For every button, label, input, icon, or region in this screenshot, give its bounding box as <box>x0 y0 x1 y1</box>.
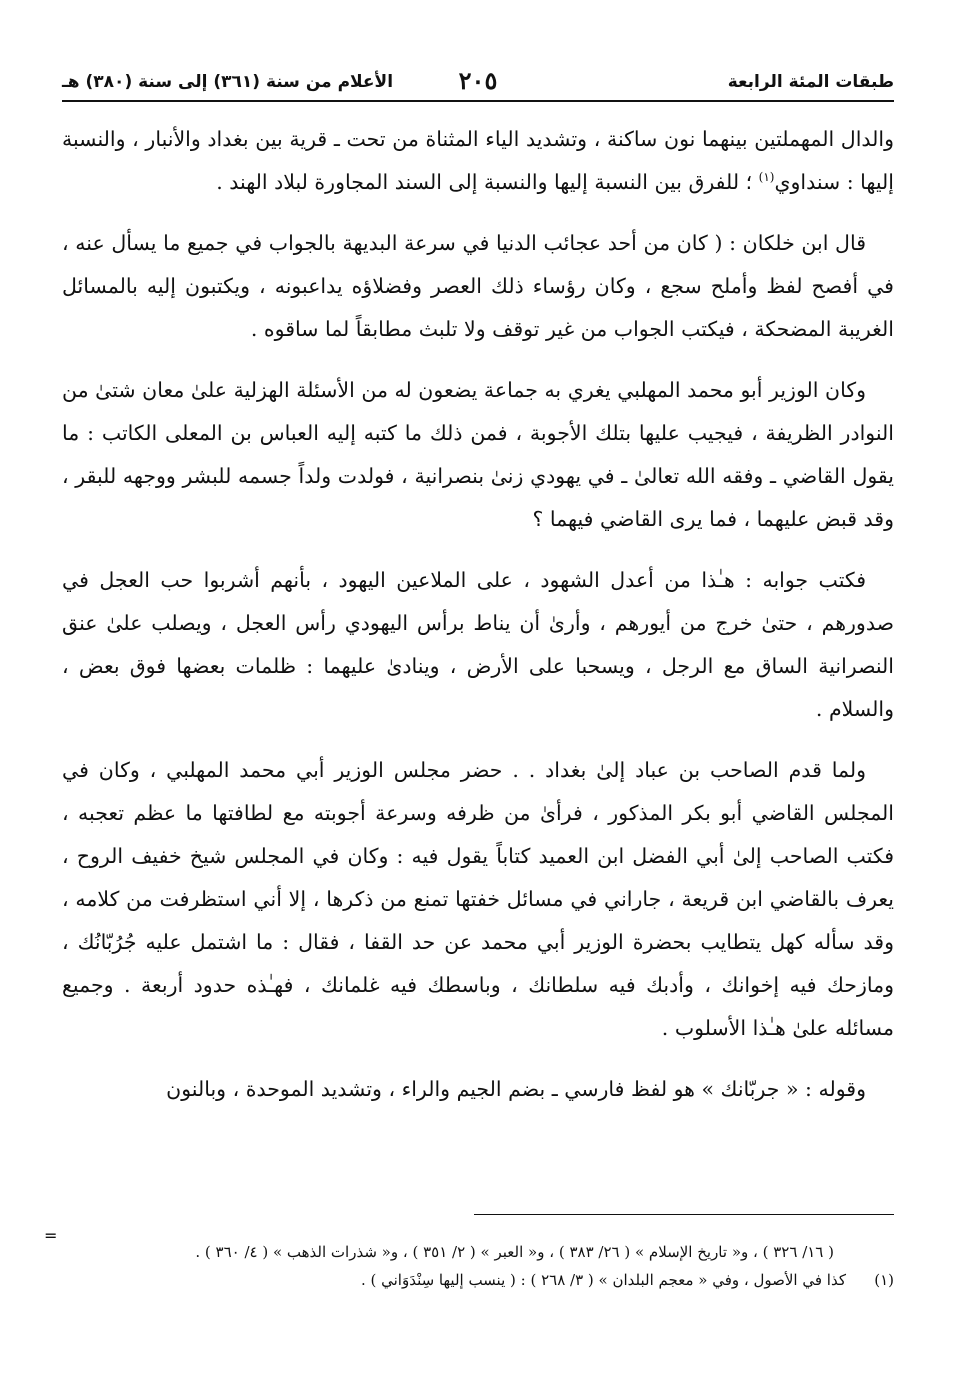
paragraph: وقوله : « جربّانك » هو لفظ فارسي ـ بضم الجيم والراء ، وتشديد الموحدة ، وبالنون <box>166 1077 866 1101</box>
footnote-divider <box>474 1214 894 1215</box>
paragraph-text: والدال المهملتين بينهما نون ساكنة ، وتشديد الياء المثناة من تحت ـ قرية بين بغداد والأنبار ، والنسبة إليها : سنداوي <box>62 127 894 194</box>
paragraph: فكتب جوابه : هـٰذا من أعدل الشهود ، على الملاعين اليهود ، بأنهم أشربوا حب العجل في صدورهم ، حتىٰ خرج من أيورهم ، وأرىٰ أن يناط برأس اليهودي رأس العجل ، ويصلب علىٰ عنق النصرانية الساق مع الرجل ، ويسحبا على الأرض ، وينادىٰ عليهما : ظلمات بعضها فوق بعض ، والسلام . <box>62 568 894 721</box>
header-section-title: طبقات المئة الرابعة <box>727 72 894 92</box>
paragraph: قال ابن خلكان : ( كان من أحد عجائب الدنيا في سرعة البديهة بالجواب في جميع ما يسأل عنه ، في أفصح لفظ وأملح سجع ، وكان رؤساء ذلك العصر وفضلاؤه يداعبونه ، ويكتبون إليه بالمسائل الغريبة المضحكة ، فيكتب الجواب من غير توقف ولا تلبث مطابقاً لما ساقوه . <box>62 231 894 341</box>
paragraph-text: ؛ للفرق بين النسبة إليها والنسبة إلى السند المجاورة لبلاد الهند . <box>216 170 759 194</box>
footnote-continuation-mark: = <box>44 1226 58 1245</box>
footnote-continued: ( ١٦/ ٣٢٦ ) ، و« تاريخ الإسلام » ( ٢٦/ ٣٨٣ ) ، و« العبر » ( ٢/ ٣٥١ ) ، و« شذرات الذهب » ( ٤/ ٣٦٠ ) . <box>195 1243 834 1261</box>
page-number: ٢٠٥ <box>458 66 498 95</box>
footnote-number: (١) <box>874 1271 894 1289</box>
main-text <box>62 118 894 1129</box>
paragraph <box>62 118 894 204</box>
header-chapter-title: الأعلام من سنة (٣٦١) إلى سنة (٣٨٠) هـ <box>62 72 394 92</box>
footnote-1 <box>62 1266 894 1294</box>
footnote-text: كذا في الأصول ، وفي « معجم البلدان » ( ٣/ ٢٦٨ ) : ( ينسب إليها سِنْدَوَاني ) . <box>360 1271 846 1289</box>
footnote-ref: (١) <box>758 170 775 185</box>
paragraph: وكان الوزير أبو محمد المهلبي يغري به جماعة يضعون له من الأسئلة الهزلية علىٰ معان شتىٰ من النوادر الظريفة ، فيجيب عليها بتلك الأجوبة ، فمن ذلك ما كتبه إليه العباس بن المعلى الكاتب : ما يقول القاضي ـ وفقه الله تعالىٰ ـ في يهودي زنىٰ بنصرانية ، فولدت ولداً جسمه للبشر ووجهه للبقر ، وقد قبض عليهما ، فما يرى القاضي فيهما ؟ <box>62 378 894 531</box>
footnotes <box>62 1238 894 1294</box>
running-header <box>62 66 894 98</box>
header-divider <box>62 100 894 102</box>
paragraph: ولما قدم الصاحب بن عباد إلىٰ بغداد . . حضر مجلس الوزير أبي محمد المهلبي ، وكان في المجلس القاضي أبو بكر المذكور ، فرأىٰ من ظرفه وسرعة أجوبته مع لطافتها ما عظم تعجبه ، فكتب الصاحب إلىٰ أبي الفضل ابن العميد كتاباً يقول فيه : وكان في المجلس شيخ خفيف الروح ، يعرف بالقاضي ابن قريعة ، جاراني في مسائل خفتها تمنع من ذكرها ، إلا أني استظرفت من كلامه ، وقد سأله كهل يتطايب بحضرة الوزير أبي محمد عن حد القفا ، فقال : ما اشتمل عليه جُرُبّانُك ، ومازحك فيه إخوانك ، وأدبك فيه سلطانك ، وباسطك فيه غلمانك ، فهـٰذه حدود أربعة . وجميع مسائله علىٰ هـٰذا الأسلوب . <box>62 758 894 1040</box>
